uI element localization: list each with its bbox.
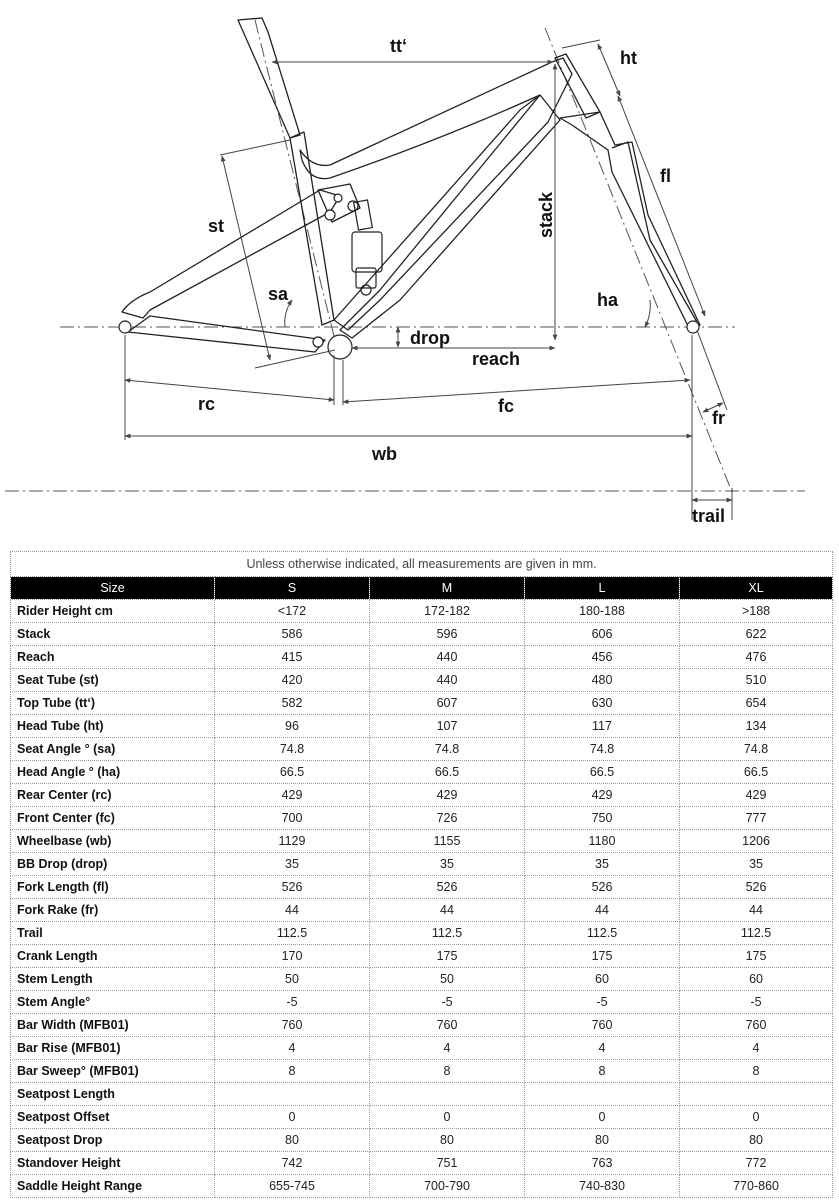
size-header-m: M <box>370 577 525 600</box>
row-label: Seatpost Length <box>11 1083 215 1106</box>
table-row <box>11 991 833 1014</box>
size-header-l: L <box>525 577 680 600</box>
cell-value: 107 <box>370 715 525 738</box>
row-label: Rear Center (rc) <box>11 784 215 807</box>
cell-value: 0 <box>370 1106 525 1129</box>
trail-label: trail <box>692 506 726 526</box>
cell-value: 654 <box>680 692 833 715</box>
cell-value: <172 <box>215 600 370 623</box>
fc-dimension-line <box>343 380 690 402</box>
cell-value: 630 <box>525 692 680 715</box>
table-row <box>11 876 833 899</box>
table-row <box>11 784 833 807</box>
geometry-table <box>10 551 833 1198</box>
tt-label: tt‘ <box>390 36 407 56</box>
table-row <box>11 830 833 853</box>
cell-value: 429 <box>370 784 525 807</box>
cell-value: 4 <box>215 1037 370 1060</box>
table-row <box>11 692 833 715</box>
cell-value: 66.5 <box>215 761 370 784</box>
cell-value: 4 <box>525 1037 680 1060</box>
rc-dimension-line <box>125 380 334 400</box>
cell-value: 750 <box>525 807 680 830</box>
cell-value: 429 <box>215 784 370 807</box>
ht-dimension-line-2 <box>598 44 620 96</box>
cell-value: 0 <box>680 1106 833 1129</box>
row-label: Stack <box>11 623 215 646</box>
cell-value: 440 <box>370 646 525 669</box>
cell-value: 480 <box>525 669 680 692</box>
row-label: Seatpost Offset <box>11 1106 215 1129</box>
table-row <box>11 738 833 761</box>
cell-value <box>680 1083 833 1106</box>
table-row <box>11 1014 833 1037</box>
row-label: Fork Length (fl) <box>11 876 215 899</box>
cell-value: 777 <box>680 807 833 830</box>
row-label: Rider Height cm <box>11 600 215 623</box>
cell-value: 456 <box>525 646 680 669</box>
cell-value: 96 <box>215 715 370 738</box>
cell-value: 175 <box>370 945 525 968</box>
cell-value: 60 <box>680 968 833 991</box>
cell-value: 1129 <box>215 830 370 853</box>
cell-value: 80 <box>680 1129 833 1152</box>
cell-value: 66.5 <box>680 761 833 784</box>
table-row <box>11 623 833 646</box>
cell-value: 4 <box>680 1037 833 1060</box>
cell-value: 420 <box>215 669 370 692</box>
cell-value: 606 <box>525 623 680 646</box>
table-row <box>11 669 833 692</box>
table-row <box>11 1129 833 1152</box>
cell-value <box>525 1083 680 1106</box>
sa-angle-arc <box>285 300 292 327</box>
cell-value: 596 <box>370 623 525 646</box>
st-extension-line <box>220 140 290 155</box>
stack-label: stack <box>536 191 556 238</box>
cell-value: 172-182 <box>370 600 525 623</box>
size-header-s: S <box>215 577 370 600</box>
cell-value: >188 <box>680 600 833 623</box>
cell-value: 180-188 <box>525 600 680 623</box>
ht-dimension-line <box>562 40 600 48</box>
row-label: Saddle Height Range <box>11 1175 215 1198</box>
cell-value: 622 <box>680 623 833 646</box>
rear-axle <box>119 321 131 333</box>
cell-value: 74.8 <box>525 738 680 761</box>
cell-value: -5 <box>215 991 370 1014</box>
row-label: Head Angle ° (ha) <box>11 761 215 784</box>
table-row <box>11 968 833 991</box>
cell-value: 35 <box>680 853 833 876</box>
table-row <box>11 1152 833 1175</box>
ht-label: ht <box>620 48 637 68</box>
cell-value: 8 <box>370 1060 525 1083</box>
cell-value: 582 <box>215 692 370 715</box>
table-row <box>11 1106 833 1129</box>
cell-value: 35 <box>215 853 370 876</box>
cell-value: 170 <box>215 945 370 968</box>
cell-value: 760 <box>215 1014 370 1037</box>
size-header-label: Size <box>11 577 215 600</box>
cell-value <box>370 1083 525 1106</box>
row-label: Fork Rake (fr) <box>11 899 215 922</box>
fl-label: fl <box>660 166 671 186</box>
cell-value: 0 <box>215 1106 370 1129</box>
row-label: Standover Height <box>11 1152 215 1175</box>
rc-label: rc <box>198 394 216 414</box>
row-label: Bar Rise (MFB01) <box>11 1037 215 1060</box>
cell-value: 763 <box>525 1152 680 1175</box>
row-label: Bar Width (MFB01) <box>11 1014 215 1037</box>
ha-angle-arc <box>645 300 650 327</box>
cell-value: 80 <box>215 1129 370 1152</box>
ha-label: ha <box>597 290 619 310</box>
sa-label: sa <box>268 284 289 304</box>
fc-label: fc <box>498 396 515 416</box>
cell-value: 112.5 <box>525 922 680 945</box>
drop-label: drop <box>410 328 450 348</box>
bottom-bracket <box>328 335 352 359</box>
row-label: Crank Length <box>11 945 215 968</box>
cell-value: 655-745 <box>215 1175 370 1198</box>
cell-value: 751 <box>370 1152 525 1175</box>
cell-value: 510 <box>680 669 833 692</box>
cell-value: 60 <box>525 968 680 991</box>
table-row <box>11 761 833 784</box>
cell-value: 415 <box>215 646 370 669</box>
geometry-table-body <box>11 600 833 1198</box>
cell-value: 742 <box>215 1152 370 1175</box>
cell-value: -5 <box>680 991 833 1014</box>
cell-value: 526 <box>370 876 525 899</box>
cell-value: 8 <box>525 1060 680 1083</box>
cell-value: 35 <box>370 853 525 876</box>
cell-value: 74.8 <box>370 738 525 761</box>
cell-value: 112.5 <box>680 922 833 945</box>
reach-label: reach <box>472 349 521 369</box>
table-row <box>11 1083 833 1106</box>
row-label: Top Tube (tt‘) <box>11 692 215 715</box>
row-label: Seat Tube (st) <box>11 669 215 692</box>
cell-value: 526 <box>680 876 833 899</box>
cell-value: 770-860 <box>680 1175 833 1198</box>
table-row <box>11 807 833 830</box>
table-row <box>11 899 833 922</box>
cell-value: 760 <box>525 1014 680 1037</box>
cell-value: 429 <box>680 784 833 807</box>
row-label: Trail <box>11 922 215 945</box>
table-row <box>11 715 833 738</box>
cell-value: 8 <box>680 1060 833 1083</box>
cell-value: 134 <box>680 715 833 738</box>
row-label: BB Drop (drop) <box>11 853 215 876</box>
table-row <box>11 922 833 945</box>
cell-value: 35 <box>525 853 680 876</box>
pivots <box>119 194 699 359</box>
cell-value: 1206 <box>680 830 833 853</box>
cell-value: 1180 <box>525 830 680 853</box>
cell-value: 607 <box>370 692 525 715</box>
table-row <box>11 1037 833 1060</box>
cell-value: 44 <box>215 899 370 922</box>
st-label: st <box>208 216 225 236</box>
row-label: Seatpost Drop <box>11 1129 215 1152</box>
row-label: Wheelbase (wb) <box>11 830 215 853</box>
cell-value: -5 <box>525 991 680 1014</box>
fl-dimension-line <box>618 96 705 316</box>
cell-value: 112.5 <box>370 922 525 945</box>
table-row <box>11 1060 833 1083</box>
cell-value: 66.5 <box>525 761 680 784</box>
cell-value: 8 <box>215 1060 370 1083</box>
cell-value: 74.8 <box>215 738 370 761</box>
bike-geometry-diagram <box>0 0 839 540</box>
cell-value: 772 <box>680 1152 833 1175</box>
cell-value: 44 <box>680 899 833 922</box>
cell-value: 0 <box>525 1106 680 1129</box>
table-row <box>11 1175 833 1198</box>
cell-value: 50 <box>215 968 370 991</box>
cell-value: 760 <box>370 1014 525 1037</box>
fr-label: fr <box>712 408 725 428</box>
table-row <box>11 853 833 876</box>
cell-value: 80 <box>370 1129 525 1152</box>
cell-value: 175 <box>680 945 833 968</box>
cell-value: 74.8 <box>680 738 833 761</box>
cell-value: 44 <box>525 899 680 922</box>
cell-value <box>215 1083 370 1106</box>
row-label: Seat Angle ° (sa) <box>11 738 215 761</box>
cell-value: -5 <box>370 991 525 1014</box>
st-extension-line-2 <box>255 350 335 368</box>
cell-value: 1155 <box>370 830 525 853</box>
cell-value: 700-790 <box>370 1175 525 1198</box>
row-label: Front Center (fc) <box>11 807 215 830</box>
cell-value: 117 <box>525 715 680 738</box>
row-label: Stem Angle° <box>11 991 215 1014</box>
cell-value: 726 <box>370 807 525 830</box>
size-header-row <box>11 577 833 600</box>
size-header-xl: XL <box>680 577 833 600</box>
cell-value: 80 <box>525 1129 680 1152</box>
cell-value: 526 <box>215 876 370 899</box>
steering-axis-line <box>545 28 732 492</box>
cell-value: 175 <box>525 945 680 968</box>
table-row <box>11 646 833 669</box>
wb-label: wb <box>372 444 397 464</box>
cell-value: 700 <box>215 807 370 830</box>
cell-value: 66.5 <box>370 761 525 784</box>
cell-value: 44 <box>370 899 525 922</box>
table-row <box>11 600 833 623</box>
cell-value: 526 <box>525 876 680 899</box>
row-label: Stem Length <box>11 968 215 991</box>
row-label: Bar Sweep° (MFB01) <box>11 1060 215 1083</box>
cell-value: 440 <box>370 669 525 692</box>
cell-value: 740-830 <box>525 1175 680 1198</box>
cell-value: 586 <box>215 623 370 646</box>
measurement-note: Unless otherwise indicated, all measurements are given in mm. <box>11 552 833 577</box>
seat-axis-line <box>255 20 340 360</box>
cell-value: 4 <box>370 1037 525 1060</box>
rear-shock <box>348 200 382 295</box>
table-row <box>11 945 833 968</box>
cell-value: 50 <box>370 968 525 991</box>
row-label: Head Tube (ht) <box>11 715 215 738</box>
cell-value: 112.5 <box>215 922 370 945</box>
cell-value: 760 <box>680 1014 833 1037</box>
cell-value: 429 <box>525 784 680 807</box>
row-label: Reach <box>11 646 215 669</box>
cell-value: 476 <box>680 646 833 669</box>
